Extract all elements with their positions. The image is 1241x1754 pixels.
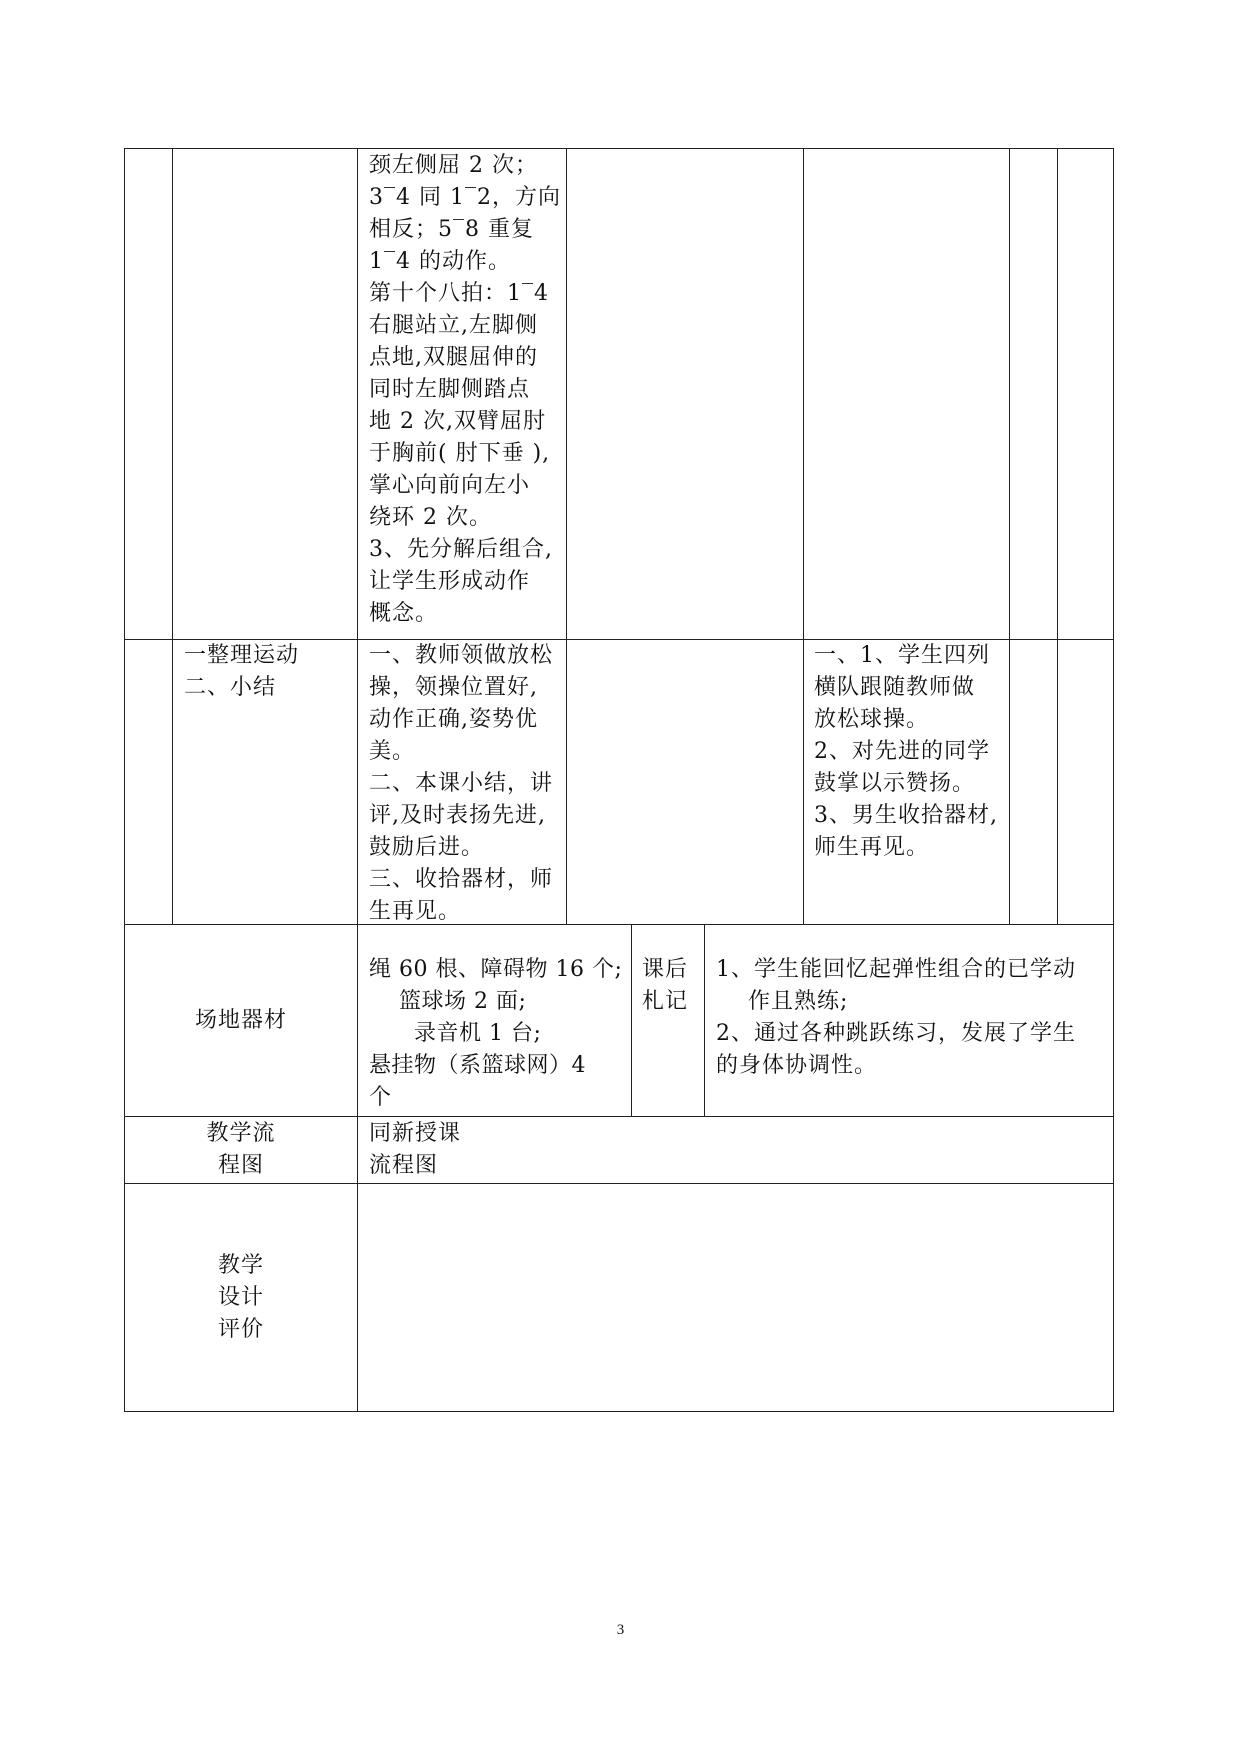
r2-col-a xyxy=(124,639,173,925)
r1-col-a xyxy=(124,148,173,640)
r2-student-text xyxy=(814,640,998,864)
r3-equip-line-2: 篮球场 2 面; xyxy=(369,989,527,1014)
r3-notes-label-line-1: 课后 xyxy=(642,957,689,982)
r3-notes-line-2: 作且熟练; xyxy=(716,989,849,1014)
r2-teacher-line-2: 操，领操位置好, xyxy=(369,675,538,700)
r1-line-7: 点地,双腿屈伸的 xyxy=(369,345,538,370)
r2-section-line-2: 二、小结 xyxy=(184,675,277,700)
r1-content-text xyxy=(369,150,561,630)
r2-teacher-line-5: 二、本课小结，讲 xyxy=(369,771,554,796)
r1-col-g xyxy=(1057,148,1114,640)
r1-line-14: 让学生形成动作 xyxy=(369,569,531,594)
r1-col-e xyxy=(803,148,1010,640)
r4-value-line-1: 同新授课 xyxy=(369,1121,462,1146)
r2-student-line-6: 3、男生收拾器材, xyxy=(814,803,998,828)
r2-teacher-line-9: 生再见。 xyxy=(369,899,462,924)
r3-equip-line-5: 个 xyxy=(369,1085,392,1110)
r1-line-13: 3、先分解后组合, xyxy=(369,537,553,562)
r1-line-9: 地 2 次,双臂屈肘 xyxy=(369,409,546,434)
r2-section-text xyxy=(184,640,299,704)
r2-teacher-line-6: 评,及时表扬先进, xyxy=(369,803,546,828)
r5-label-line-2: 设计 xyxy=(217,1285,264,1310)
r3-equipment-text xyxy=(369,954,622,1114)
page-number: 3 xyxy=(616,1622,625,1638)
r2-section-line-1: 一整理运动 xyxy=(184,643,300,668)
r2-student-line-1: 一、1、学生四列 xyxy=(814,643,990,668)
r5-label-line-1: 教学 xyxy=(217,1253,264,1278)
r2-teacher-line-7: 鼓励后进。 xyxy=(369,835,485,860)
r1-line-4: 1‾4 的动作。 xyxy=(369,249,511,274)
r3-notes-text xyxy=(716,954,1076,1082)
r1-line-1: 颈左侧屈 2 次； xyxy=(369,153,538,178)
r4-label-line-2: 程图 xyxy=(217,1153,264,1178)
r3-equip-line-1: 绳 60 根、障碍物 16 个; xyxy=(369,957,623,982)
r1-col-d xyxy=(566,148,804,640)
r4-label-text xyxy=(124,1118,358,1182)
r2-col-f xyxy=(1009,639,1058,925)
r5-value-cell xyxy=(357,1183,1114,1412)
r2-student-line-5: 鼓掌以示赞扬。 xyxy=(814,771,976,796)
r3-notes-label-text xyxy=(642,954,688,1018)
r1-line-2: 3‾4 同 1‾2，方向 xyxy=(369,185,561,210)
r1-line-5: 第十个八拍：1‾4 xyxy=(369,281,549,306)
r5-label-line-3: 评价 xyxy=(217,1317,264,1342)
r5-label-text xyxy=(124,1250,358,1346)
r4-value-line-2: 流程图 xyxy=(369,1153,439,1178)
r2-student-line-7: 师生再见。 xyxy=(814,835,930,860)
r1-col-f xyxy=(1009,148,1058,640)
r2-teacher-line-1: 一、教师领做放松 xyxy=(369,643,554,668)
r4-value-cell xyxy=(357,1116,1114,1184)
r2-col-d xyxy=(566,639,804,925)
r3-label: 场地器材 xyxy=(194,1008,287,1033)
r3-notes-label-line-2: 札记 xyxy=(642,989,689,1014)
r1-line-15: 概念。 xyxy=(369,601,439,626)
r2-student-line-4: 2、对先进的同学 xyxy=(814,739,990,764)
r3-notes-line-3: 2、通过各种跳跃练习，发展了学生 xyxy=(716,1021,1076,1046)
r2-teacher-line-8: 三、收拾器材，师 xyxy=(369,867,554,892)
r1-line-6: 右腿站立,左脚侧 xyxy=(369,313,538,338)
r2-teacher-line-4: 美。 xyxy=(369,739,416,764)
r1-line-3: 相反；5‾8 重复 xyxy=(369,217,534,242)
r1-line-10: 于胸前( 肘下垂 ), xyxy=(369,441,551,466)
r1-line-12: 绕环 2 次。 xyxy=(369,505,492,530)
r4-value-text xyxy=(369,1118,461,1182)
r2-teacher-line-3: 动作正确,姿势优 xyxy=(369,707,538,732)
r3-notes-line-4: 的身体协调性。 xyxy=(716,1053,878,1078)
r3-equip-line-3: 录音机 1 台; xyxy=(369,1021,542,1046)
r1-line-11: 掌心向前向左小 xyxy=(369,473,531,498)
r1-col-b xyxy=(172,148,358,640)
r2-student-line-3: 放松球操。 xyxy=(814,707,930,732)
r3-notes-label-cell xyxy=(631,924,705,1117)
r2-student-line-2: 横队跟随教师做 xyxy=(814,675,976,700)
r2-col-g xyxy=(1057,639,1114,925)
r3-notes-line-1: 1、学生能回忆起弹性组合的已学动 xyxy=(716,957,1076,982)
r1-line-8: 同时左脚侧踏点 xyxy=(369,377,531,402)
r3-equip-line-4: 悬挂物（系篮球网）4 xyxy=(369,1053,586,1078)
r4-label-line-1: 教学流 xyxy=(206,1121,276,1146)
r2-teacher-text xyxy=(369,640,553,928)
